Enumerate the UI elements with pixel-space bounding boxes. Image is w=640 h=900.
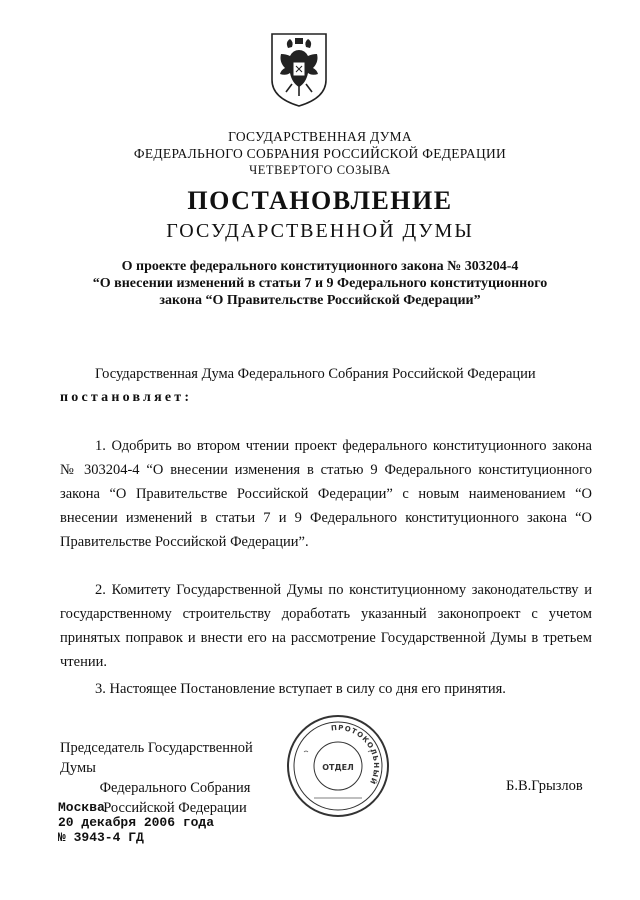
stamp-ring-text: ПРОТОКОЛЬНЫЙ	[330, 723, 381, 787]
document-subject	[60, 258, 580, 309]
resolves-word: постановляет:	[60, 390, 193, 405]
issuer-line-3: ЧЕТВЕРТОГО СОЗЫВА	[249, 163, 391, 177]
issue-city: Москва	[58, 800, 105, 815]
issuer-line-1: ГОСУДАРСТВЕННАЯ ДУМА	[228, 129, 412, 144]
subject-line-2: “О внесении изменений в статьи 7 и 9 Федерального конституционного	[92, 276, 548, 291]
svg-text:ПРОТОКОЛЬНЫЙ	[331, 724, 380, 787]
paragraph-1: 1. Одобрить во втором чтении проект федерального конституционного закона № 303204-4 “О внесении изменения в статью 9 Федерального конституционного закона “О Правительстве Российской Федерации” с новым наименованием “О внесении изменений в статьи 7 и 9 Федерального конституционного закона “О Правительстве Российской Федерации”.	[60, 438, 592, 550]
signatory-title-line-1: Председатель Государственной Думы	[60, 740, 253, 776]
double-headed-eagle-emblem-icon	[266, 28, 332, 108]
intro-text: Государственная Дума Федерального Собрания Российской Федерации	[95, 366, 536, 382]
document-subtitle: ГОСУДАРСТВЕННОЙ ДУМЫ	[166, 220, 474, 242]
signatory-title-line-2: Федерального Собрания	[99, 780, 251, 796]
subject-line-1: О проекте федерального конституционного закона № 303204-4	[121, 259, 519, 274]
issue-date: 20 декабря 2006 года	[58, 815, 215, 830]
stamp-center-text: ОТДЕЛ	[322, 763, 354, 772]
document-footer	[58, 800, 214, 845]
document-number: № 3943-4 ГД	[58, 830, 144, 845]
signatory-title-line-3: Российской Федерации	[103, 800, 247, 816]
paragraph-2: 2. Комитету Государственной Думы по конституционному законодательству и государственному строительству доработать указанный законопроект с учетом принятых поправок и внести его на рассмотрение Государственной Думы в третьем чтении.	[60, 582, 592, 670]
subject-line-3: закона “О Правительстве Российской Федерации”	[159, 293, 481, 308]
document-title: ПОСТАНОВЛЕНИЕ	[187, 186, 453, 215]
issuer-line-2: ФЕДЕРАЛЬНОГО СОБРАНИЯ РОССИЙСКОЙ ФЕДЕРАЦИИ	[133, 146, 507, 161]
round-office-stamp-icon	[284, 712, 392, 820]
paragraph-3: 3. Настоящее Постановление вступает в силу со дня его принятия.	[95, 681, 506, 697]
issuer-header	[0, 128, 640, 179]
signatory-name: Б.В.Грызлов	[506, 778, 583, 794]
